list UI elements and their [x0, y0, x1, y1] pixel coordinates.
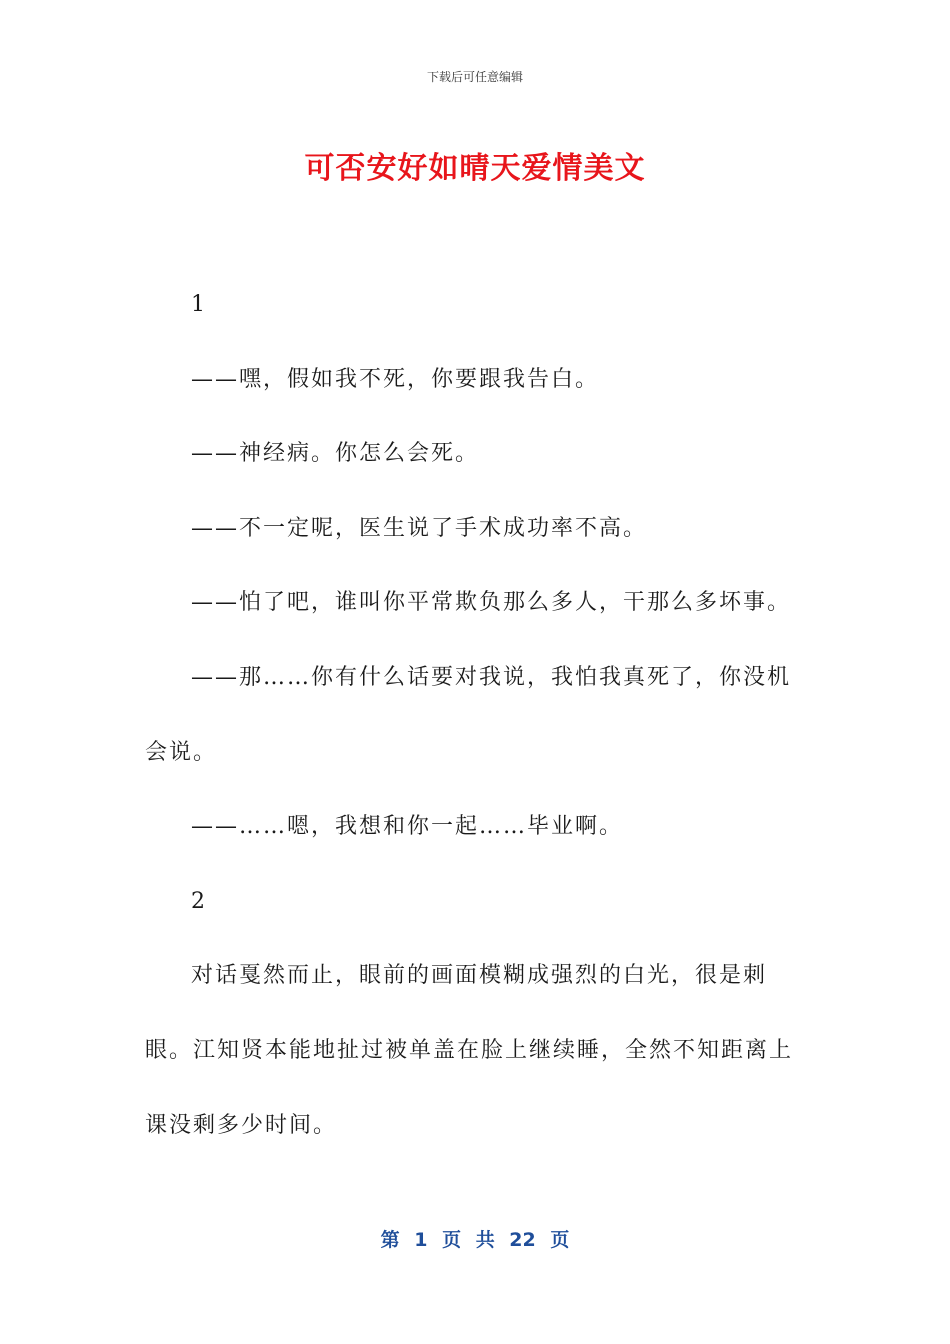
paragraph: ——嘿，假如我不死，你要跟我告白。 — [191, 366, 600, 392]
paragraph-section-2: 2 — [191, 888, 207, 914]
paragraph-section-1: 1 — [191, 292, 207, 317]
paragraph: ——怕了吧，谁叫你平常欺负那么多人，干那么多坏事。 — [191, 590, 792, 616]
document-body — [145, 268, 805, 1163]
paragraph: ——神经病。你怎么会死。 — [191, 441, 480, 467]
document-title: 可否安好如晴天爱情美文 — [304, 151, 646, 186]
header-note: 下载后可任意编辑 — [426, 70, 523, 84]
paragraph: ——……嗯，我想和你一起……毕业啊。 — [191, 814, 624, 840]
paragraph: ——那……你有什么话要对我说，我怕我真死了，你没机会说。 — [145, 664, 792, 765]
paragraph: ——不一定呢，医生说了手术成功率不高。 — [191, 515, 648, 541]
page-footer: 第 1 页 共 22 页 — [380, 1229, 570, 1251]
paragraph: 对话戛然而止，眼前的画面模糊成强烈的白光，很是刺眼。江知贤本能地扯过被单盖在脸上继续睡，全然不知距离上课没剩多少时间。 — [145, 963, 794, 1138]
